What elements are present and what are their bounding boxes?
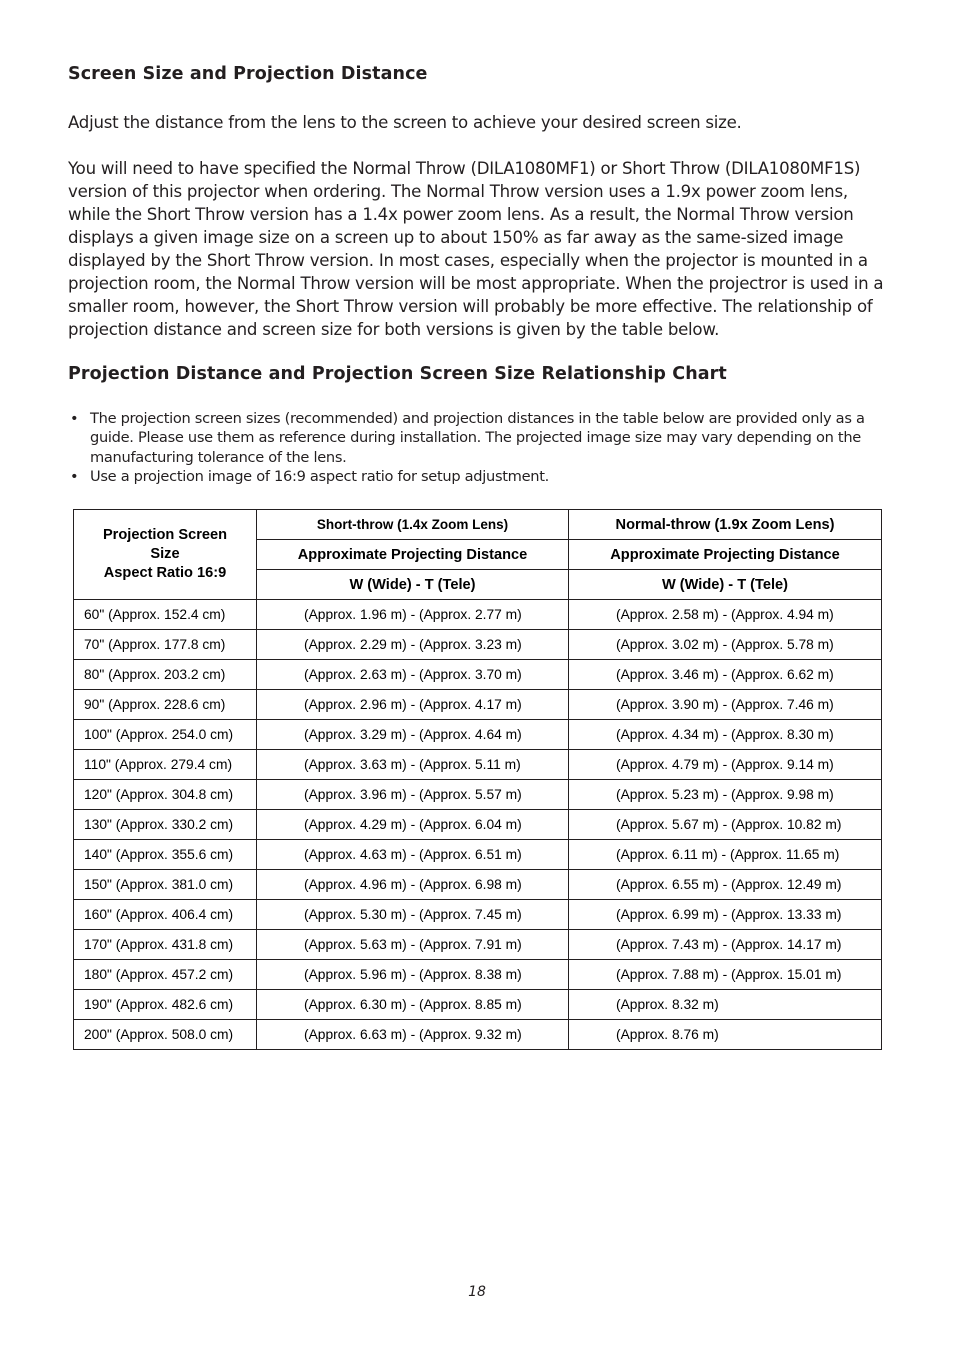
screen-size-cell: 120" (Approx. 304.8 cm) bbox=[74, 780, 257, 810]
short-throw-distance-cell: (Approx. 5.30 m) - (Approx. 7.45 m) bbox=[257, 900, 569, 930]
normal-throw-distance-cell: (Approx. 5.23 m) - (Approx. 9.98 m) bbox=[569, 780, 882, 810]
normal-throw-distance-cell: (Approx. 4.34 m) - (Approx. 8.30 m) bbox=[569, 720, 882, 750]
screen-size-cell: 70" (Approx. 177.8 cm) bbox=[74, 630, 257, 660]
short-throw-distance-cell: (Approx. 3.63 m) - (Approx. 5.11 m) bbox=[257, 750, 569, 780]
screen-size-cell: 190" (Approx. 482.6 cm) bbox=[74, 990, 257, 1020]
section-title-screen-size: Screen Size and Projection Distance bbox=[68, 64, 428, 84]
screen-size-cell: 110" (Approx. 279.4 cm) bbox=[74, 750, 257, 780]
notes-list bbox=[68, 409, 888, 486]
note-text: The projection screen sizes (recommended) and projection distances in the table below are provided only as a guide. Please use them as reference during installation. The projected image size may vary depending on the manufacturing tolerance of the lens. bbox=[90, 410, 865, 466]
note-item bbox=[68, 467, 888, 486]
normal-throw-distance-cell: (Approx. 3.90 m) - (Approx. 7.46 m) bbox=[569, 690, 882, 720]
header-wide-tele-short: W (Wide) - T (Tele) bbox=[257, 570, 569, 600]
normal-throw-distance-cell: (Approx. 5.67 m) - (Approx. 10.82 m) bbox=[569, 810, 882, 840]
header-screen-size-line3: Aspect Ratio 16:9 bbox=[103, 565, 227, 581]
normal-throw-distance-cell: (Approx. 7.88 m) - (Approx. 15.01 m) bbox=[569, 960, 882, 990]
screen-size-cell: 170" (Approx. 431.8 cm) bbox=[74, 930, 257, 960]
header-screen-size-line2: Size bbox=[150, 546, 180, 562]
normal-throw-distance-cell: (Approx. 2.58 m) - (Approx. 4.94 m) bbox=[569, 600, 882, 630]
short-throw-distance-cell: (Approx. 4.96 m) - (Approx. 6.98 m) bbox=[257, 870, 569, 900]
screen-size-cell: 180" (Approx. 457.2 cm) bbox=[74, 960, 257, 990]
short-throw-distance-cell: (Approx. 6.63 m) - (Approx. 9.32 m) bbox=[257, 1020, 569, 1050]
bullet-icon: • bbox=[70, 410, 79, 427]
normal-throw-distance-cell: (Approx. 6.99 m) - (Approx. 13.33 m) bbox=[569, 900, 882, 930]
table-row bbox=[74, 660, 882, 690]
screen-size-cell: 60" (Approx. 152.4 cm) bbox=[74, 600, 257, 630]
normal-throw-distance-cell: (Approx. 7.43 m) - (Approx. 14.17 m) bbox=[569, 930, 882, 960]
normal-throw-distance-cell: (Approx. 8.32 m) bbox=[569, 990, 882, 1020]
header-screen-size bbox=[74, 510, 257, 600]
screen-size-cell: 160" (Approx. 406.4 cm) bbox=[74, 900, 257, 930]
normal-throw-distance-cell: (Approx. 4.79 m) - (Approx. 9.14 m) bbox=[569, 750, 882, 780]
table-row bbox=[74, 630, 882, 660]
short-throw-distance-cell: (Approx. 5.96 m) - (Approx. 8.38 m) bbox=[257, 960, 569, 990]
table-row bbox=[74, 780, 882, 810]
throw-versions-paragraph: You will need to have specified the Normal Throw (DILA1080MF1) or Short Throw (DILA1080MF1S) version of this projector when ordering. The Normal Throw version uses a 1.9x power zoom lens, while the Short Throw version has a 1.4x power zoom lens. As a result, the Normal Throw version displays a given image size on a screen up to about 150% as far away as the same-sized image displayed by the Short Throw version. In most cases, especially when the projector is mounted in a projection room, the Normal Throw version will be most appropriate. When the projectror is used in a smaller room, however, the Short Throw version will probably be more effective. The relationship of projection distance and screen size for both versions is given by the table below. bbox=[68, 159, 884, 339]
normal-throw-distance-cell: (Approx. 6.55 m) - (Approx. 12.49 m) bbox=[569, 870, 882, 900]
short-throw-distance-cell: (Approx. 2.29 m) - (Approx. 3.23 m) bbox=[257, 630, 569, 660]
projection-distance-table bbox=[73, 509, 882, 1050]
page-number: 18 bbox=[468, 1284, 486, 1300]
screen-size-cell: 100" (Approx. 254.0 cm) bbox=[74, 720, 257, 750]
screen-size-cell: 200" (Approx. 508.0 cm) bbox=[74, 1020, 257, 1050]
section-title-relationship-chart: Projection Distance and Projection Screen Size Relationship Chart bbox=[68, 364, 727, 384]
screen-size-cell: 90" (Approx. 228.6 cm) bbox=[74, 690, 257, 720]
screen-size-cell: 130" (Approx. 330.2 cm) bbox=[74, 810, 257, 840]
short-throw-distance-cell: (Approx. 5.63 m) - (Approx. 7.91 m) bbox=[257, 930, 569, 960]
short-throw-distance-cell: (Approx. 4.63 m) - (Approx. 6.51 m) bbox=[257, 840, 569, 870]
short-throw-distance-cell: (Approx. 1.96 m) - (Approx. 2.77 m) bbox=[257, 600, 569, 630]
screen-size-cell: 140" (Approx. 355.6 cm) bbox=[74, 840, 257, 870]
table-row bbox=[74, 840, 882, 870]
table-row bbox=[74, 960, 882, 990]
header-wide-tele-normal: W (Wide) - T (Tele) bbox=[569, 570, 882, 600]
screen-size-cell: 80" (Approx. 203.2 cm) bbox=[74, 660, 257, 690]
header-approx-distance-normal: Approximate Projecting Distance bbox=[569, 540, 882, 570]
note-text: Use a projection image of 16:9 aspect ratio for setup adjustment. bbox=[90, 467, 549, 485]
table-row bbox=[74, 750, 882, 780]
table-row bbox=[74, 1020, 882, 1050]
short-throw-distance-cell: (Approx. 6.30 m) - (Approx. 8.85 m) bbox=[257, 990, 569, 1020]
table-row bbox=[74, 600, 882, 630]
bullet-icon: • bbox=[70, 467, 79, 485]
header-normal-throw: Normal-throw (1.9x Zoom Lens) bbox=[569, 510, 882, 540]
normal-throw-distance-cell: (Approx. 8.76 m) bbox=[569, 1020, 882, 1050]
note-item bbox=[68, 409, 888, 467]
normal-throw-distance-cell: (Approx. 3.02 m) - (Approx. 5.78 m) bbox=[569, 630, 882, 660]
short-throw-distance-cell: (Approx. 2.96 m) - (Approx. 4.17 m) bbox=[257, 690, 569, 720]
short-throw-distance-cell: (Approx. 3.96 m) - (Approx. 5.57 m) bbox=[257, 780, 569, 810]
table-body bbox=[74, 600, 882, 1050]
header-approx-distance-short: Approximate Projecting Distance bbox=[257, 540, 569, 570]
intro-paragraph: Adjust the distance from the lens to the screen to achieve your desired screen size. bbox=[68, 113, 742, 132]
table-row bbox=[74, 990, 882, 1020]
short-throw-distance-cell: (Approx. 3.29 m) - (Approx. 4.64 m) bbox=[257, 720, 569, 750]
table-row bbox=[74, 930, 882, 960]
header-screen-size-line1: Projection Screen bbox=[102, 527, 228, 543]
short-throw-distance-cell: (Approx. 2.63 m) - (Approx. 3.70 m) bbox=[257, 660, 569, 690]
table-row bbox=[74, 870, 882, 900]
header-short-throw: Short-throw (1.4x Zoom Lens) bbox=[257, 510, 569, 540]
screen-size-cell: 150" (Approx. 381.0 cm) bbox=[74, 870, 257, 900]
normal-throw-distance-cell: (Approx. 6.11 m) - (Approx. 11.65 m) bbox=[569, 840, 882, 870]
normal-throw-distance-cell: (Approx. 3.46 m) - (Approx. 6.62 m) bbox=[569, 660, 882, 690]
table-row bbox=[74, 810, 882, 840]
short-throw-distance-cell: (Approx. 4.29 m) - (Approx. 6.04 m) bbox=[257, 810, 569, 840]
table-row bbox=[74, 690, 882, 720]
table-row bbox=[74, 720, 882, 750]
table-row bbox=[74, 900, 882, 930]
